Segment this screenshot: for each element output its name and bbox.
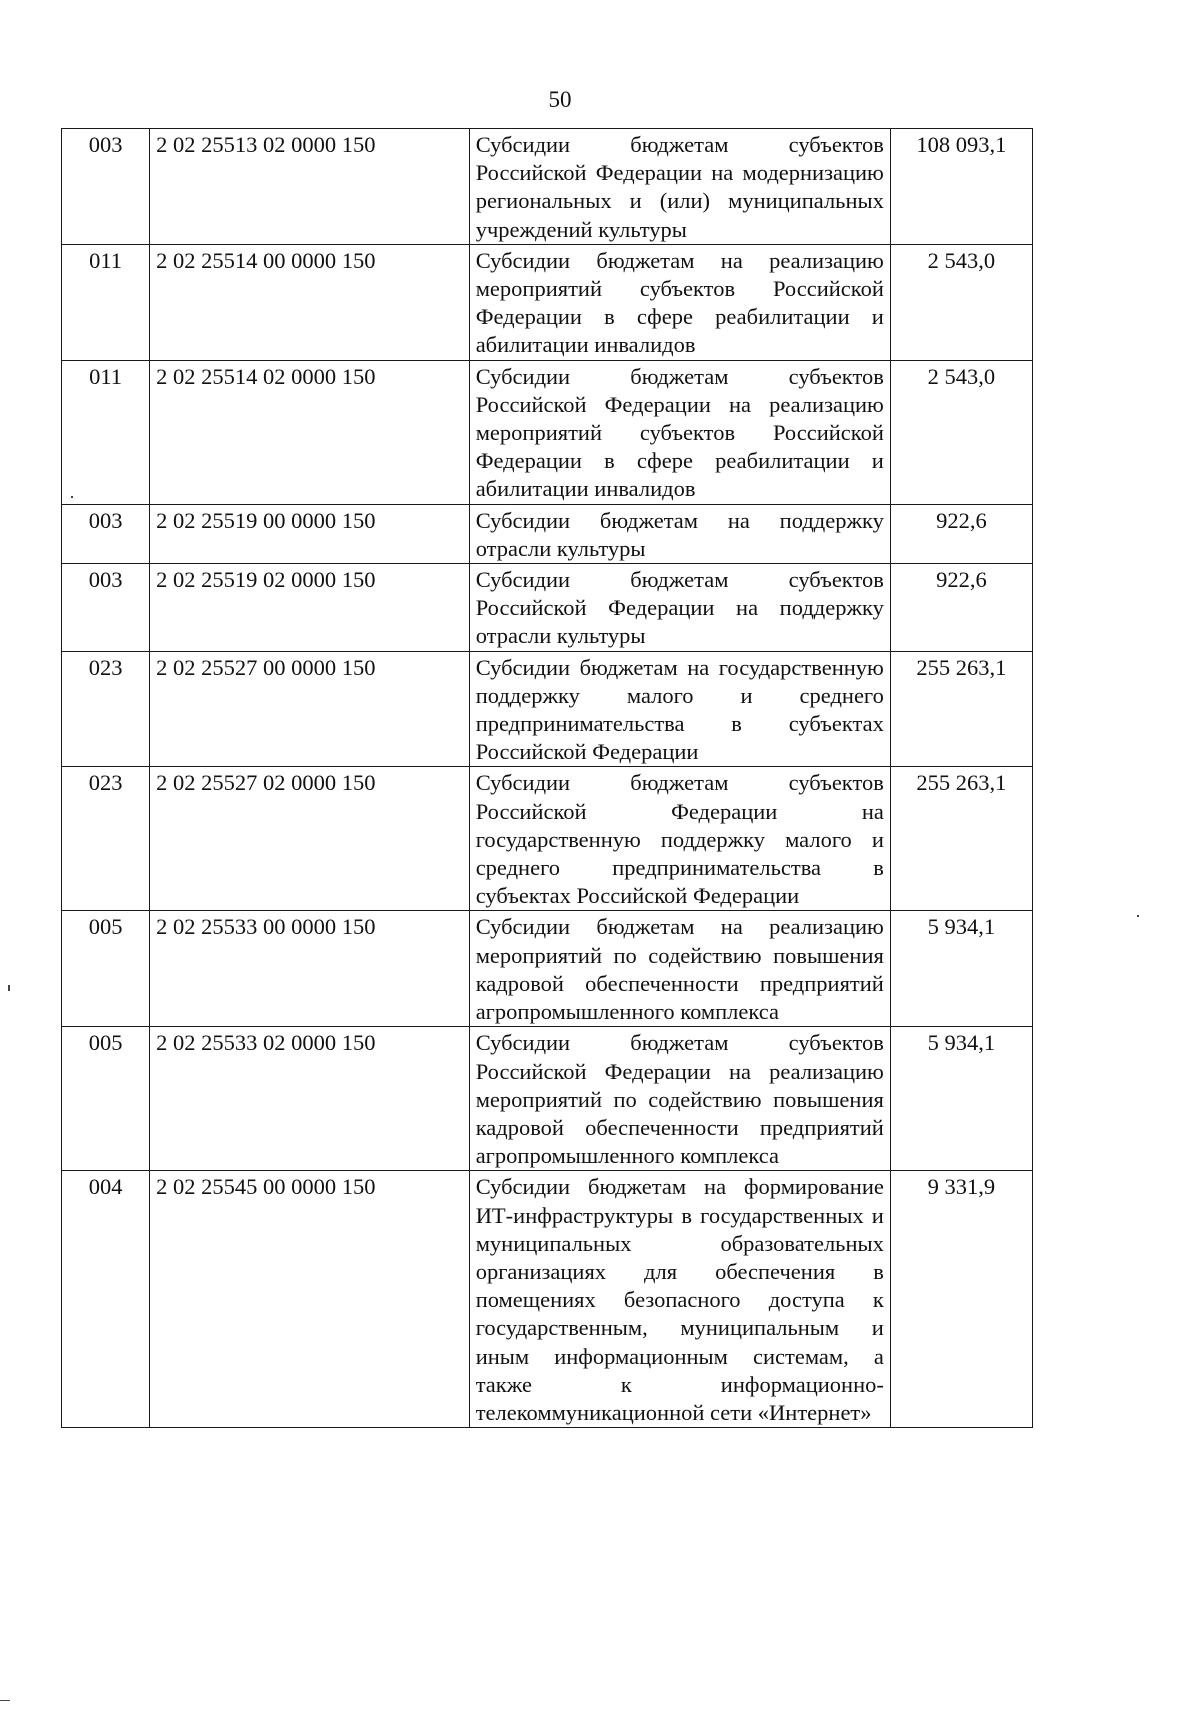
admin-code-cell: 003 xyxy=(62,564,150,652)
table-row xyxy=(62,564,1033,652)
amount-cell: 922,6 xyxy=(890,504,1032,563)
revenue-name-cell: Субсидии бюджетам на государственную поддержку малого и среднего предпринимательства в субъектах Российской Федерации xyxy=(469,651,890,767)
table-row xyxy=(62,129,1033,245)
admin-code-cell: 005 xyxy=(62,911,150,1027)
revenue-name-cell: Субсидии бюджетам субъектов Российской Федерации на поддержку отрасли культуры xyxy=(469,564,890,652)
revenue-name-cell: Субсидии бюджетам на реализацию мероприятий субъектов Российской Федерации в сфере реабилитации и абилитации инвалидов xyxy=(469,244,890,360)
amount-cell: 255 263,1 xyxy=(890,767,1032,911)
admin-code-cell: 003 xyxy=(62,129,150,245)
revenue-name-cell: Субсидии бюджетам субъектов Российской Федерации на государственную поддержку малого и среднего предпринимательства в субъектах Российской Федерации xyxy=(469,767,890,911)
revenue-name-cell: Субсидии бюджетам субъектов Российской Федерации на модернизацию региональных и (или) муниципальных учреждений культуры xyxy=(469,129,890,245)
scan-dot xyxy=(1137,915,1139,917)
classification-code-cell: 2 02 25519 02 0000 150 xyxy=(150,564,470,652)
table-row xyxy=(62,1027,1033,1171)
scan-dot xyxy=(8,985,10,991)
amount-cell: 5 934,1 xyxy=(890,1027,1032,1171)
revenue-name-cell: Субсидии бюджетам субъектов Российской Федерации на реализацию мероприятий субъектов Российской Федерации в сфере реабилитации и абилитации инвалидов xyxy=(469,360,890,504)
table-row xyxy=(62,911,1033,1027)
revenue-name-cell: Субсидии бюджетам на формирование ИТ-инфраструктуры в государственных и муниципальных образовательных организациях для обеспечения в помещениях безопасного доступа к государственным, муниципальным и иным информационным системам, а также к информационно-телекоммуникационной сети «Интернет» xyxy=(469,1171,890,1428)
amount-cell: 9 331,9 xyxy=(890,1171,1032,1428)
table-body xyxy=(62,129,1033,1428)
revenue-name-cell: Субсидии бюджетам на реализацию мероприятий по содействию повышения кадровой обеспеченности предприятий агропромышленного комплекса xyxy=(469,911,890,1027)
revenue-name-cell: Субсидии бюджетам на поддержку отрасли культуры xyxy=(469,504,890,563)
classification-code-cell: 2 02 25533 02 0000 150 xyxy=(150,1027,470,1171)
budget-revenue-table xyxy=(61,128,1033,1428)
scan-dot xyxy=(71,496,73,498)
revenue-name-cell: Субсидии бюджетам субъектов Российской Федерации на реализацию мероприятий по содействию повышения кадровой обеспеченности предприятий агропромышленного комплекса xyxy=(469,1027,890,1171)
admin-code-cell: 011 xyxy=(62,360,150,504)
classification-code-cell: 2 02 25513 02 0000 150 xyxy=(150,129,470,245)
admin-code-cell: 005 xyxy=(62,1027,150,1171)
classification-code-cell: 2 02 25527 00 0000 150 xyxy=(150,651,470,767)
admin-code-cell: 003 xyxy=(62,504,150,563)
table-row xyxy=(62,1171,1033,1428)
classification-code-cell: 2 02 25514 02 0000 150 xyxy=(150,360,470,504)
admin-code-cell: 011 xyxy=(62,244,150,360)
amount-cell: 2 543,0 xyxy=(890,360,1032,504)
classification-code-cell: 2 02 25514 00 0000 150 xyxy=(150,244,470,360)
scan-dash xyxy=(0,1700,10,1701)
classification-code-cell: 2 02 25519 00 0000 150 xyxy=(150,504,470,563)
admin-code-cell: 004 xyxy=(62,1171,150,1428)
amount-cell: 255 263,1 xyxy=(890,651,1032,767)
amount-cell: 5 934,1 xyxy=(890,911,1032,1027)
table-row xyxy=(62,244,1033,360)
amount-cell: 922,6 xyxy=(890,564,1032,652)
table-row xyxy=(62,767,1033,911)
table-row xyxy=(62,360,1033,504)
admin-code-cell: 023 xyxy=(62,767,150,911)
amount-cell: 108 093,1 xyxy=(890,129,1032,245)
table-row xyxy=(62,651,1033,767)
classification-code-cell: 2 02 25545 00 0000 150 xyxy=(150,1171,470,1428)
classification-code-cell: 2 02 25533 00 0000 150 xyxy=(150,911,470,1027)
table-row xyxy=(62,504,1033,563)
page-number: 50 xyxy=(548,87,572,112)
amount-cell: 2 543,0 xyxy=(890,244,1032,360)
classification-code-cell: 2 02 25527 02 0000 150 xyxy=(150,767,470,911)
admin-code-cell: 023 xyxy=(62,651,150,767)
